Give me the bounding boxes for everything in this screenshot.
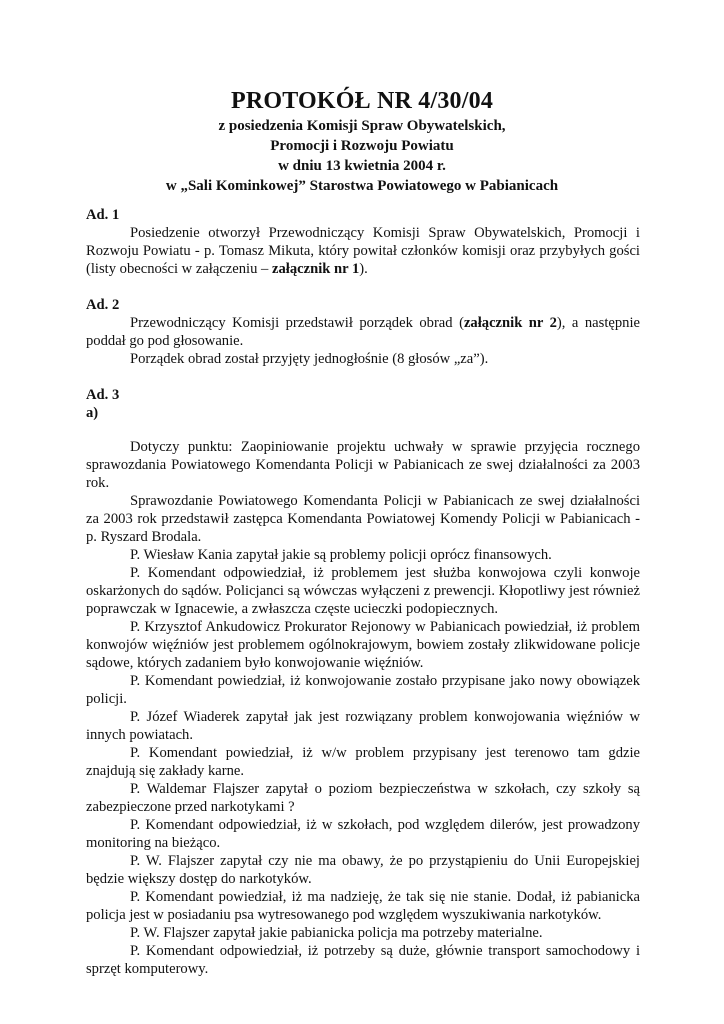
ad3-paragraph: P. Komendant powiedział, iż ma nadzieję, że tak się nie stanie. Dodał, iż pabianicka policja jest w posiadaniu psa wytresowanego pod względem wyszukiwania narkotyków. [86, 889, 640, 923]
attachment-2-ref: załącznik nr 2 [463, 315, 557, 331]
ad1-heading: Ad. 1 [86, 207, 120, 223]
ad1-text-end: ). [359, 261, 368, 277]
ad3-paragraph: P. Wiesław Kania zapytał jakie są problemy policji oprócz finansowych. [130, 547, 552, 563]
document-header [0, 86, 724, 196]
ad3-paragraph: P. Komendant odpowiedział, iż potrzeby są duże, głównie transport samochodowy i sprzęt komputerowy. [86, 943, 640, 977]
ad3-paragraph: P. W. Flajszer zapytał czy nie ma obawy, że po przystąpieniu do Unii Europejskiej będzie większy dostęp do narkotyków. [86, 853, 640, 887]
ad3-paragraph: P. Józef Wiaderek zapytał jak jest rozwiązany problem konwojowania więźniów w innych powiatach. [86, 709, 640, 743]
ad2-text: Przewodniczący Komisji przedstawił porządek obrad ( [130, 315, 464, 331]
ad1-paragraph [86, 224, 640, 278]
ad3-subheading: a) [86, 405, 99, 421]
ad3-paragraph: P. Komendant odpowiedział, iż problemem jest służba konwojowa czyli konwoje oskarżonych do sądów. Policjanci są wówczas wyłączeni z prewencji. Kłopotliwy jest również poprawczak w Ignacewie, a zwłaszcza częste ucieczki podopiecznych. [86, 565, 640, 617]
ad3-heading: Ad. 3 [86, 387, 120, 403]
ad3-paragraph: P. W. Flajszer zapytał jakie pabianicka policja ma potrzeby materialne. [130, 925, 543, 941]
document-title: PROTOKÓŁ NR 4/30/04 [230, 88, 494, 114]
ad1-text: Posiedzenie otworzył Przewodniczący Komisji Spraw Obywatelskich, Promocji i Rozwoju Powiatu - p. Tomasz Mikuta, który powitał członków komisji oraz przybyłych gości (listy obecności w załączeniu – [86, 225, 640, 277]
meeting-location: w „Sali Kominkowej” Starostwa Powiatowego w Pabianicach [165, 178, 559, 194]
meeting-date: w dniu 13 kwietnia 2004 r. [278, 158, 446, 174]
document-body [86, 206, 640, 978]
ad2-text-end: ), a następnie poddał go pod głosowanie. [86, 315, 640, 349]
ad3-paragraph: P. Komendant powiedział, iż konwojowanie zostało przypisane jako nowy obowiązek policji. [86, 673, 640, 707]
ad3-paragraph: P. Komendant odpowiedział, iż w szkołach, pod względem dilerów, jest prowadzony monitoring na bieżąco. [86, 817, 640, 851]
ad3-paragraph: P. Komendant powiedział, iż w/w problem przypisany jest terenowo tam gdzie znajdują się zakłady karne. [86, 745, 640, 779]
ad3-paragraph: P. Waldemar Flajszer zapytał o poziom bezpieczeństwa w szkołach, czy szkoły są zabezpieczone przed narkotykami ? [86, 781, 640, 815]
ad3-paragraph: Sprawozdanie Powiatowego Komendanta Policji w Pabianicach ze swej działalności za 2003 rok przedstawił zastępca Komendanta Powiatowej Komendy Policji w Pabianicach - p. Ryszard Brodala. [86, 493, 640, 545]
subtitle-line-1: z posiedzenia Komisji Spraw Obywatelskich, [218, 118, 506, 134]
attachment-1-ref: załącznik nr 1 [272, 261, 360, 277]
subtitle-line-2: Promocji i Rozwoju Powiatu [270, 138, 454, 154]
ad2-paragraph-2: Porządek obrad został przyjęty jednogłośnie (8 głosów „za”). [130, 351, 489, 367]
ad3-paragraph: P. Krzysztof Ankudowicz Prokurator Rejonowy w Pabianicach powiedział, iż problem konwojów więźniów jest problemem ogólnokrajowym, bowiem zostały zlikwidowane policje sądowe, których zadaniem było konwojowanie więźniów. [86, 619, 640, 671]
ad2-paragraph-1 [86, 314, 640, 350]
ad3-paragraph: Dotyczy punktu: Zaopiniowanie projektu uchwały w sprawie przyjęcia rocznego sprawozdania Powiatowego Komendanta Policji w Pabianicach ze swej działalności za 2003 rok. [86, 439, 640, 491]
ad2-heading: Ad. 2 [86, 297, 120, 313]
